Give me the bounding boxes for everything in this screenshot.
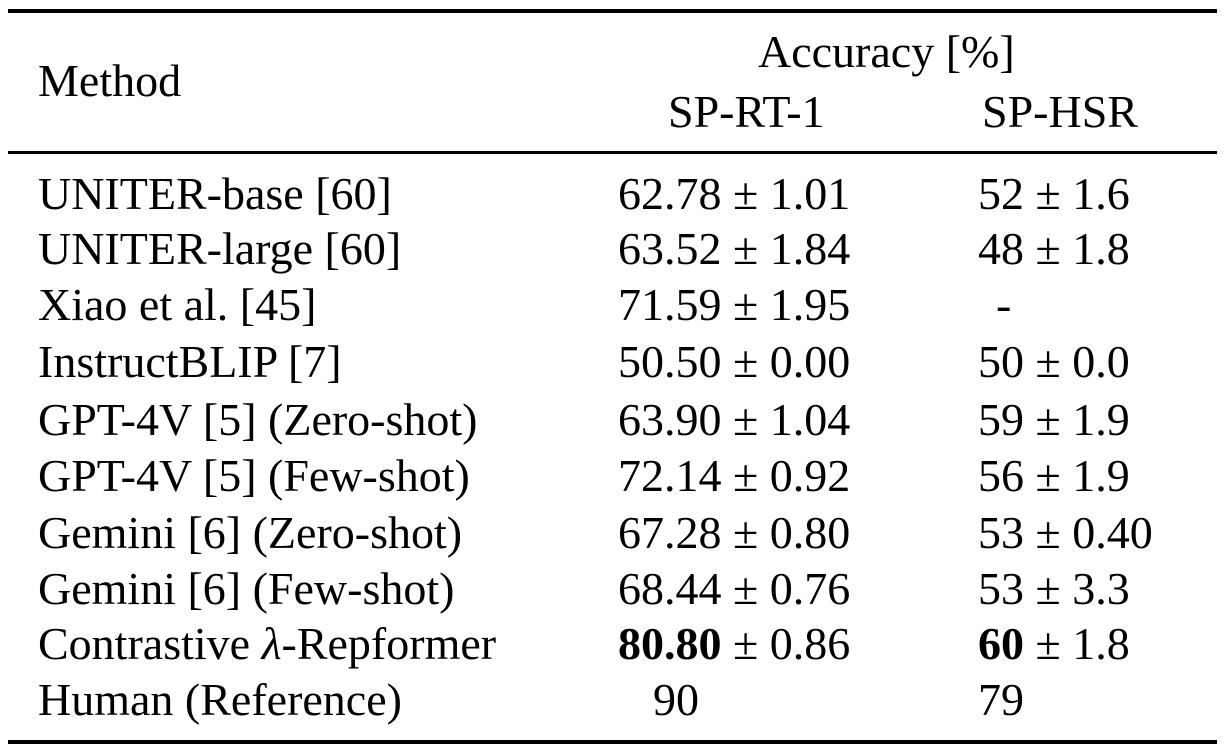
sp-hsr-cell: 48 ± 1.8 bbox=[978, 223, 1130, 274]
method-cell: GPT-4V [5] (Zero-shot) bbox=[38, 394, 478, 445]
sp-hsr-cell: 53 ± 0.40 bbox=[978, 507, 1153, 558]
method-cell: InstructBLIP [7] bbox=[38, 336, 342, 387]
sp-hsr-cell: - bbox=[996, 279, 1012, 330]
sp-hsr-cell: 59 ± 1.9 bbox=[978, 394, 1130, 445]
bottom-rule bbox=[8, 740, 1217, 744]
table-row-ours bbox=[8, 618, 1217, 678]
sp-rt1-header: SP-RT-1 bbox=[668, 86, 825, 137]
sp-hsr-cell: 79 bbox=[978, 674, 1024, 725]
table-row bbox=[8, 563, 1217, 623]
method-cell: Gemini [6] (Few-shot) bbox=[38, 563, 455, 614]
results-table bbox=[8, 9, 1217, 744]
sp-hsr-header: SP-HSR bbox=[982, 86, 1138, 137]
table-row bbox=[8, 394, 1217, 454]
sp-hsr-best-value: 60 bbox=[978, 618, 1024, 669]
table-row bbox=[8, 279, 1217, 339]
accuracy-header: Accuracy [%] bbox=[758, 26, 1015, 77]
sp-hsr-std: ± 1.8 bbox=[1024, 618, 1130, 669]
sp-hsr-cell: 52 ± 1.6 bbox=[978, 168, 1130, 219]
sp-hsr-cell: 53 ± 3.3 bbox=[978, 563, 1130, 614]
method-cell: UNITER-base [60] bbox=[38, 168, 392, 219]
top-rule bbox=[8, 9, 1217, 13]
sp-rt1-cell: 72.14 ± 0.92 bbox=[618, 450, 851, 501]
method-cell bbox=[38, 618, 497, 669]
sp-rt1-cell: 67.28 ± 0.80 bbox=[618, 507, 851, 558]
lambda-symbol: λ bbox=[261, 618, 282, 669]
sp-rt1-cell: 63.90 ± 1.04 bbox=[618, 394, 851, 445]
method-cell: Human (Reference) bbox=[38, 674, 402, 725]
method-suffix: -Repformer bbox=[281, 618, 497, 669]
sp-rt1-best-value: 80.80 bbox=[618, 618, 722, 669]
method-cell: Xiao et al. [45] bbox=[38, 279, 317, 330]
sp-hsr-cell bbox=[978, 618, 1130, 669]
sp-rt1-cell: 71.59 ± 1.95 bbox=[618, 279, 851, 330]
sp-rt1-cell: 62.78 ± 1.01 bbox=[618, 168, 851, 219]
table-row bbox=[8, 168, 1217, 228]
table-row bbox=[8, 336, 1217, 396]
table-row bbox=[8, 223, 1217, 283]
table-row bbox=[8, 507, 1217, 567]
sp-rt1-cell: 68.44 ± 0.76 bbox=[618, 563, 851, 614]
method-cell: UNITER-large [60] bbox=[38, 223, 402, 274]
method-header: Method bbox=[38, 55, 182, 106]
table-row bbox=[8, 450, 1217, 510]
sp-hsr-cell: 50 ± 0.0 bbox=[978, 336, 1130, 387]
sp-rt1-cell: 90 bbox=[653, 674, 699, 725]
sp-rt1-cell: 63.52 ± 1.84 bbox=[618, 223, 851, 274]
sp-rt1-cell bbox=[618, 618, 851, 669]
method-cell: Gemini [6] (Zero-shot) bbox=[38, 507, 463, 558]
method-cell: GPT-4V [5] (Few-shot) bbox=[38, 450, 470, 501]
method-prefix: Contrastive bbox=[38, 618, 262, 669]
table-row-human bbox=[8, 674, 1217, 734]
sp-rt1-cell: 50.50 ± 0.00 bbox=[618, 336, 851, 387]
sp-rt1-std: ± 0.86 bbox=[721, 618, 851, 669]
mid-rule bbox=[8, 151, 1217, 154]
sp-hsr-cell: 56 ± 1.9 bbox=[978, 450, 1130, 501]
